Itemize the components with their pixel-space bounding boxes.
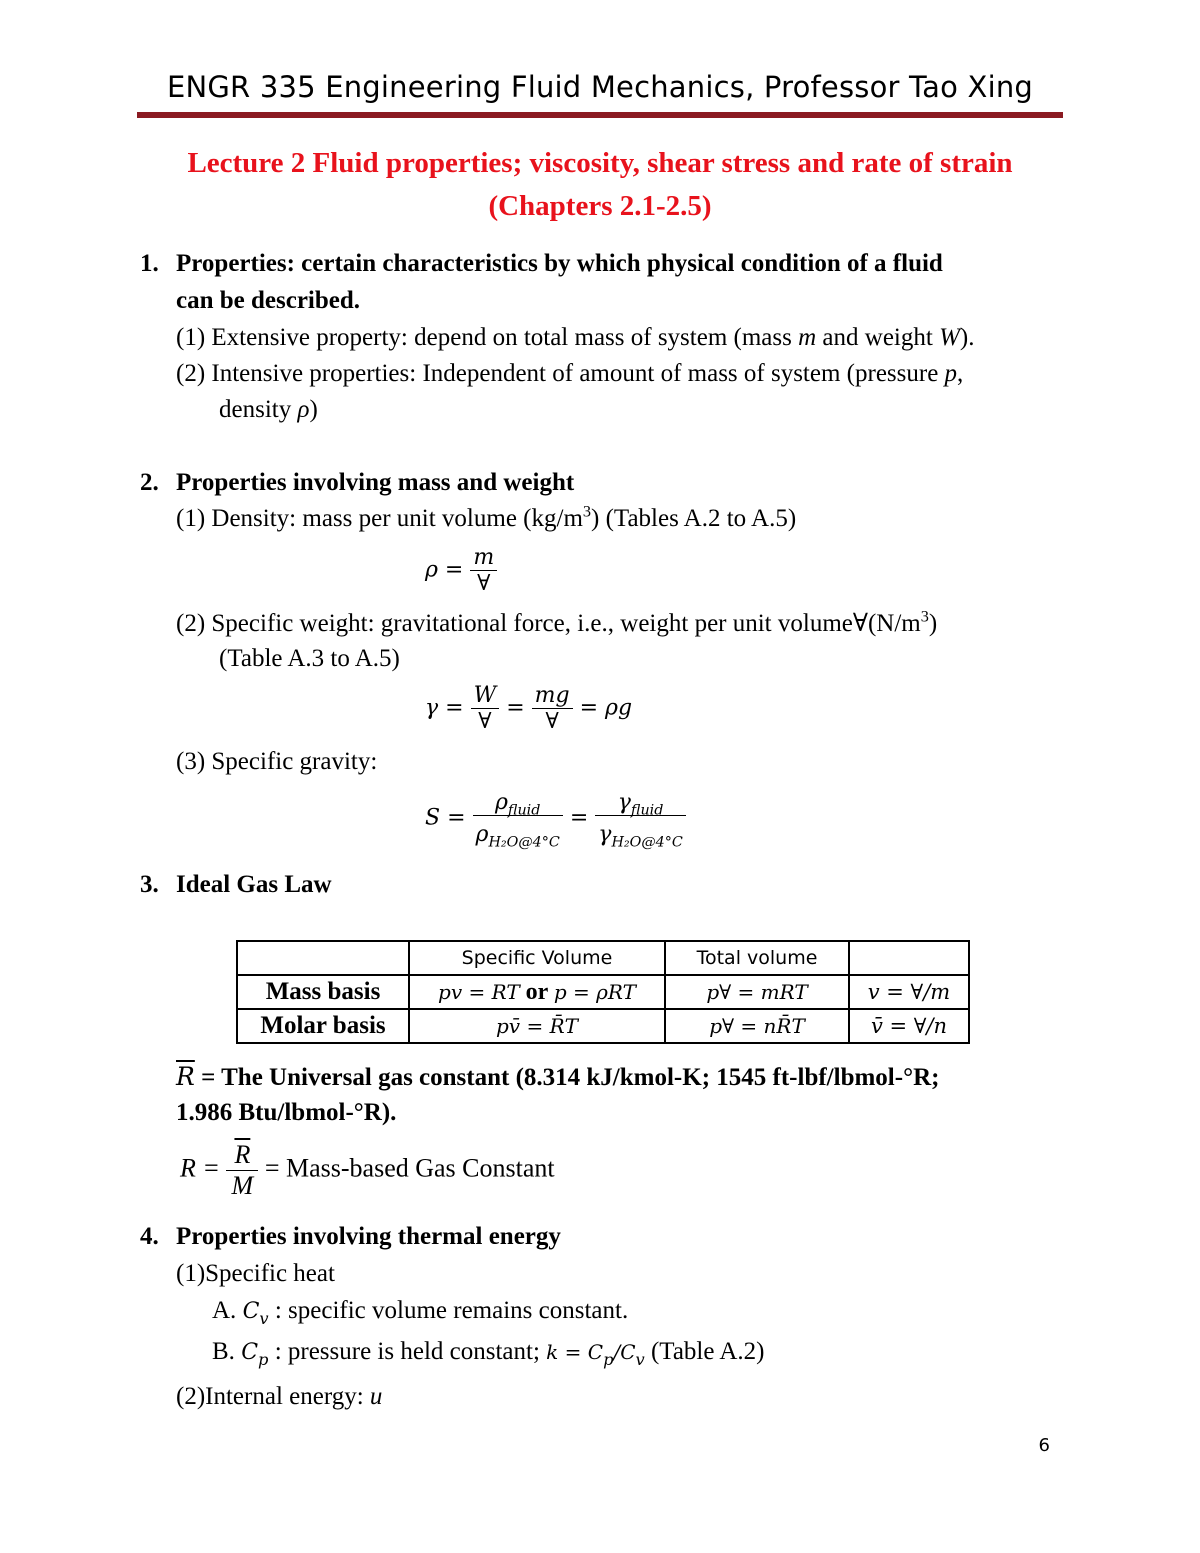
section1-heading-line2: can be described.	[176, 287, 361, 314]
specific-weight-equation: γ = $\frac{W}{\forall}$ = $\frac{mg}{\forall}$ = ρg	[425, 683, 633, 734]
table-row	[237, 1009, 969, 1043]
table-cell: p∀ = nR̄T	[665, 1009, 849, 1043]
section2-number: 2.	[140, 469, 159, 496]
specific-heat-cv: A. $C_v$ : specific volume remains constant.	[212, 1297, 629, 1328]
section2-heading: Properties involving mass and weight	[176, 469, 575, 496]
table-header-cell: Total volume	[665, 941, 849, 975]
table-cell: pv̄ = R̄T	[409, 1009, 665, 1043]
specific-weight-tables: (Table A.3 to A.5)	[219, 645, 400, 672]
table-header-cell	[237, 941, 409, 975]
section1-heading-line1: Properties: certain characteristics by which physical condition of a fluid	[176, 250, 943, 277]
section3-heading: Ideal Gas Law	[176, 871, 332, 898]
section1-number: 1.	[140, 250, 159, 277]
section4-heading: Properties involving thermal energy	[176, 1223, 561, 1250]
table-cell: v = ∀/m	[849, 975, 969, 1009]
table-cell: Mass basis	[237, 975, 409, 1009]
intensive-property-line2: density ρ)	[219, 396, 318, 423]
table-header-cell: Specific Volume	[409, 941, 665, 975]
universal-gas-constant-line2: 1.986 Btu/lbmol-°R).	[176, 1099, 397, 1126]
density-definition: (1) Density: mass per unit volume $(kg/m^3)$ (Tables A.2 to A.5)	[176, 502, 797, 532]
universal-gas-constant-line1: $\overline{R}$ = The Universal gas constant (8.314 kJ/kmol-K; 1545 ft-lbf/lbmol-°R;	[176, 1062, 940, 1091]
table-cell: v̄ = ∀/n	[849, 1009, 969, 1043]
specific-heat-cp: B. $C_p$ : pressure is held constant; $k = C_p/C_v$ (Table A.2)	[212, 1338, 765, 1369]
internal-energy: (2)Internal energy: u	[176, 1383, 383, 1410]
table-row	[237, 975, 969, 1009]
table-cell: pv = RT or p = ρRT	[409, 975, 665, 1009]
specific-gravity-equation: S = $\frac{\rho_{fluid}}{\rho_{H_2O@4^\circ C}}$ = $\frac{\gamma_{fluid}}{\gamma_{H_2O@4^\circ C}}$	[425, 790, 686, 847]
intensive-property: (2) Intensive properties: Independent of amount of mass of system (pressure p,	[176, 360, 964, 387]
document-header: ENGR 335 Engineering Fluid Mechanics, Professor Tao Xing	[166, 70, 1034, 104]
extensive-property: (1) Extensive property: depend on total mass of system (mass m and weight W).	[176, 324, 975, 351]
ideal-gas-table	[236, 940, 970, 1044]
density-equation: ρ = $\frac{m}{\forall}$	[425, 545, 497, 596]
table-cell: Molar basis	[237, 1009, 409, 1043]
section4-number: 4.	[140, 1223, 159, 1250]
lecture-title-line2: (Chapters 2.1-2.5)	[488, 190, 712, 222]
table-header-cell	[849, 941, 969, 975]
table-cell: p∀ = mRT	[665, 975, 849, 1009]
specific-gravity-label: (3) Specific gravity:	[176, 748, 378, 775]
page-number: 6	[1038, 1435, 1050, 1456]
lecture-title-line1: Lecture 2 Fluid properties; viscosity, shear stress and rate of strain	[187, 147, 1013, 179]
mass-gas-constant-equation: R = $\frac{\overline{R}}{M}$ = Mass-based Gas Constant	[180, 1140, 555, 1200]
section3-number: 3.	[140, 871, 159, 898]
specific-heat-label: (1)Specific heat	[176, 1260, 335, 1287]
header-rule	[137, 112, 1063, 118]
table-row	[237, 941, 969, 975]
specific-weight-definition: (2) Specific weight: gravitational force, i.e., weight per unit $volume\forall(N/m^3)$	[176, 607, 938, 637]
